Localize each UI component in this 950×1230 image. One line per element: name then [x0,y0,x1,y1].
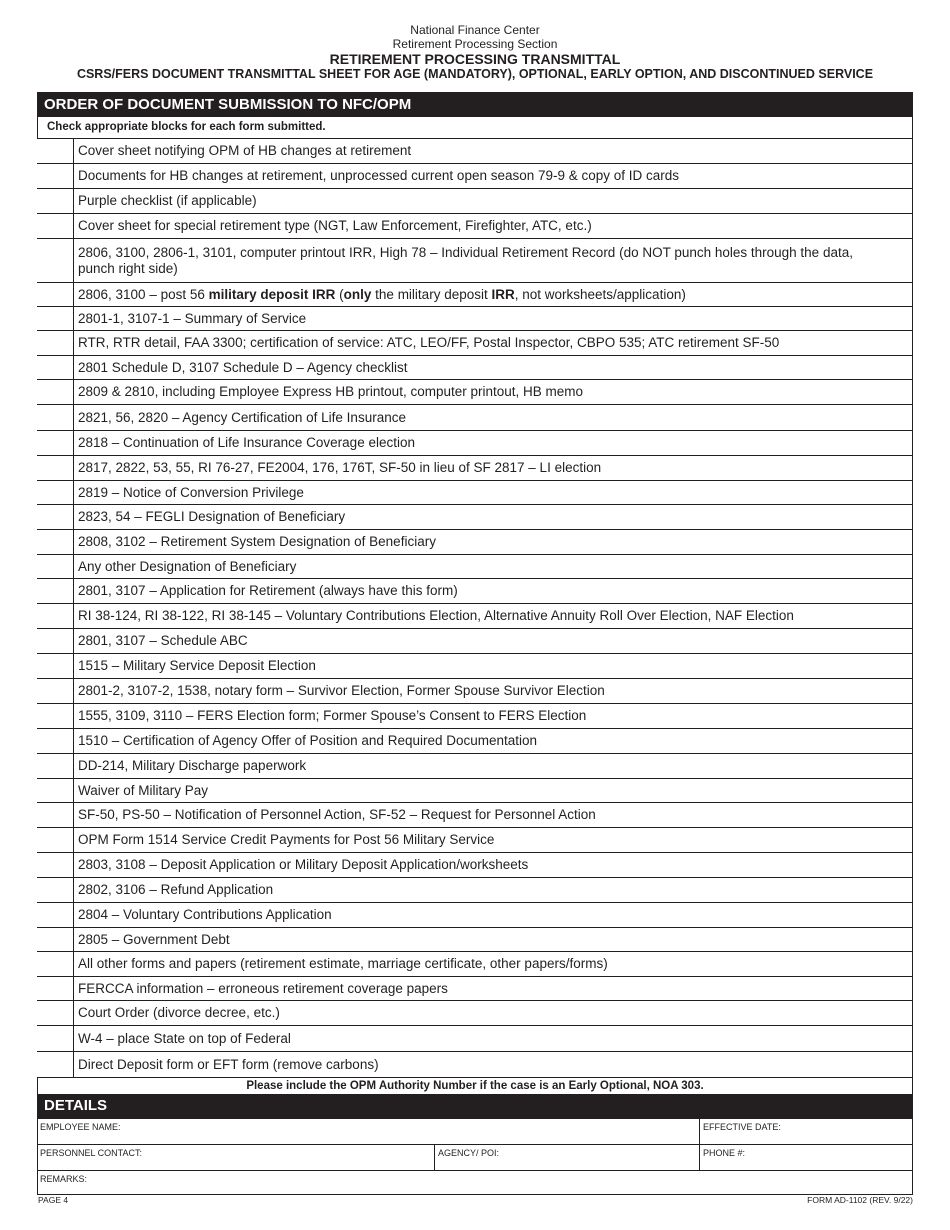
checkbox[interactable] [37,679,74,703]
checklist-row [37,455,913,480]
checklist-row [37,213,913,238]
checkbox[interactable] [37,604,74,628]
employee-name-field[interactable] [37,1119,700,1144]
checklist-row [37,927,913,951]
checklist-row [37,877,913,902]
checklist-item-label: 2808, 3102 – Retirement System Designation of Beneficiary [78,534,436,549]
checklist-row [37,188,913,213]
checklist-item-label: 2823, 54 – FEGLI Designation of Beneficiary [78,509,346,524]
checklist-row [37,355,913,379]
effective-date-field[interactable] [700,1119,913,1144]
phone-label: PHONE #: [703,1148,746,1158]
checklist-row [37,1025,913,1051]
checklist-row [37,529,913,554]
page-title: RETIREMENT PROCESSING TRANSMITTAL [329,51,621,67]
checklist-row [37,138,913,163]
details-heading: DETAILS [37,1094,913,1118]
checklist-row [37,778,913,802]
checklist-row [37,628,913,653]
checkbox[interactable] [37,1052,74,1077]
checklist-row [37,330,913,355]
checklist-row [37,430,913,455]
checklist-item-label: 1555, 3109, 3110 – FERS Election form; Former Spouse’s Consent to FERS Election [78,708,587,723]
agency-poi-label: AGENCY/ POI: [438,1148,500,1158]
checklist-row [37,578,913,603]
checklist-row [37,603,913,628]
phone-field[interactable] [700,1145,913,1170]
military-deposit-text-part: ( [335,286,344,302]
checklist-row [37,728,913,753]
checklist-item-label: 2809 & 2810, including Employee Express HB printout, computer printout, HB memo [78,384,584,399]
checklist-item-label: Documents for HB changes at retirement, unprocessed current open season 79-9 & copy of ID cards [78,168,680,183]
checklist-row [37,1051,913,1077]
checklist-item-label: 2805 – Government Debt [78,931,230,947]
checkbox[interactable] [37,431,74,455]
checklist-row [37,753,913,778]
checkbox[interactable] [37,283,74,306]
checklist-item-label: 2801-1, 3107-1 – Summary of Service [78,310,307,326]
military-deposit-text-part: 2806, 3100 – post 56 [78,286,209,302]
page-number: PAGE 4 [38,1195,69,1205]
military-deposit-text-part: military deposit IRR [208,286,336,302]
personnel-contact-field[interactable] [37,1145,435,1170]
checklist-item-label: Court Order (divorce decree, etc.) [78,1005,280,1020]
checklist-row [37,1000,913,1025]
checklist-row [37,678,913,703]
checkbox[interactable] [37,555,74,578]
form-id: FORM AD-1102 (REV. 9/22) [807,1195,913,1205]
checklist-item-label: Direct Deposit form or EFT form (remove carbons) [78,1056,379,1072]
checkbox[interactable] [37,239,74,282]
checkbox[interactable] [37,977,74,1000]
details-row-3 [37,1170,913,1195]
order-section-heading: ORDER OF DOCUMENT SUBMISSION TO NFC/OPM [37,93,913,117]
checklist-item-label: Cover sheet notifying OPM of HB changes at retirement [78,143,412,158]
checklist-row [37,238,913,282]
personnel-contact-label: PERSONNEL CONTACT: [40,1148,143,1158]
checkbox[interactable] [37,331,74,355]
checklist-row [37,504,913,529]
checkbox[interactable] [37,952,74,976]
checklist-item-label: 2818 – Continuation of Life Insurance Coverage election [78,435,415,450]
checklist-row [37,282,913,306]
checkbox[interactable] [37,530,74,554]
checklist-item-label: 2803, 3108 – Deposit Application or Military Deposit Application/worksheets [78,857,529,872]
checklist-item-label: FERCCA information – erroneous retirement coverage papers [78,980,448,996]
checklist-row [37,703,913,728]
checklist-item-label: Waiver of Military Pay [78,782,209,798]
checkbox[interactable] [37,456,74,480]
checklist-item-label: 2817, 2822, 53, 55, RI 76-27, FE2004, 176, 176T, SF-50 in lieu of SF 2817 – LI election [78,460,602,475]
checkbox[interactable] [37,579,74,603]
effective-date-label: EFFECTIVE DATE: [703,1122,781,1132]
details-row-2 [37,1144,913,1170]
checklist-row [37,379,913,404]
checkbox[interactable] [37,654,74,678]
checkbox[interactable] [37,164,74,188]
checklist-item-label: 2821, 56, 2820 – Agency Certification of Life Insurance [78,409,406,425]
military-deposit-text-part: IRR [491,286,515,302]
checklist-item-label: 2801 Schedule D, 3107 Schedule D – Agency checklist [78,359,408,375]
checklist-item-label: 2804 – Voluntary Contributions Application [78,907,332,922]
checkbox[interactable] [37,505,74,529]
checkbox[interactable] [37,803,74,827]
checklist-item-label: Purple checklist (if applicable) [78,193,257,208]
checkbox[interactable] [37,878,74,902]
checklist-item-label: DD-214, Military Discharge paperwork [78,758,307,773]
remarks-label: REMARKS: [40,1174,88,1184]
instruction-text: Check appropriate blocks for each form submitted. [47,121,326,133]
checklist-row [37,163,913,188]
checkbox[interactable] [37,629,74,653]
checkbox[interactable] [37,928,74,951]
checklist-item-label: All other forms and papers (retirement estimate, marriage certificate, other papers/forms) [78,956,608,971]
checklist-item-label: W-4 – place State on top of Federal [78,1030,291,1046]
checkbox[interactable] [37,853,74,877]
checklist-item-label: 2802, 3106 – Refund Application [78,882,274,897]
military-deposit-text-part: , not worksheets/application) [514,286,686,302]
checklist-item-label: SF-50, PS-50 – Notification of Personnel Action, SF-52 – Request for Personnel Action [78,807,596,822]
remarks-field[interactable] [37,1171,913,1195]
checklist-item-label: 2801, 3107 – Application for Retirement (always have this form) [78,583,458,598]
opm-authority-note: Please include the OPM Authority Number if the case is an Early Optional, NOA 303. [37,1077,913,1094]
checkbox[interactable] [37,828,74,852]
checkbox[interactable] [37,405,74,430]
checkbox[interactable] [37,729,74,753]
military-deposit-text-part: the military deposit [371,286,492,302]
checkbox[interactable] [37,307,74,330]
checkbox[interactable] [37,481,74,504]
checklist-row [37,306,913,330]
checkbox[interactable] [37,704,74,728]
checklist-item-label: 2806, 3100, 2806-1, 3101, computer printout IRR, High 78 – Individual Retirement Record (do NOT punch holes through the data, punch right side) [78,244,853,276]
details-row-1 [37,1118,913,1144]
checklist-row [37,852,913,877]
employee-name-label: EMPLOYEE NAME: [40,1122,121,1132]
checklist-item-label: RTR, RTR detail, FAA 3300; certification of service: ATC, LEO/FF, Postal Inspector, CBPO 535; ATC retirement SF-50 [78,335,780,350]
page-subtitle: CSRS/FERS DOCUMENT TRANSMITTAL SHEET FOR AGE (MANDATORY), OPTIONAL, EARLY OPTION, AND DISCONTINUED SERVICE [76,67,874,81]
checklist-row [37,902,913,927]
org-name: National Finance Center [410,23,540,37]
checklist-item-label: 2819 – Notice of Conversion Privilege [78,484,304,500]
checklist-row [37,951,913,976]
checklist-item-label: OPM Form 1514 Service Credit Payments for Post 56 Military Service [78,832,495,847]
checkbox[interactable] [37,779,74,802]
checkbox[interactable] [37,380,74,404]
checklist-item-label: 2801, 3107 – Schedule ABC [78,633,248,648]
checkbox[interactable] [37,754,74,778]
agency-poi-field[interactable] [435,1145,700,1170]
checklist-item-label [78,287,885,303]
checkbox[interactable] [37,1026,74,1051]
checklist-row [37,480,913,504]
checkbox[interactable] [37,139,74,163]
checklist-row [37,653,913,678]
checklist-row [37,554,913,578]
checklist-row [37,404,913,430]
checkbox[interactable] [37,189,74,213]
checkbox[interactable] [37,356,74,379]
checklist-item-label: 1515 – Military Service Deposit Election [78,658,316,673]
checkbox[interactable] [37,903,74,927]
section-name: Retirement Processing Section [392,37,558,51]
checklist-item-label: 1510 – Certification of Agency Offer of Position and Required Documentation [78,733,538,748]
checkbox[interactable] [37,214,74,238]
checklist-row [37,802,913,827]
checklist-item-label: Any other Designation of Beneficiary [78,558,297,574]
checkbox[interactable] [37,1001,74,1025]
military-deposit-text-part: only [343,286,372,302]
checklist-item-label: RI 38-124, RI 38-122, RI 38-145 – Voluntary Contributions Election, Alternative Annuity Roll Over Election, NAF Election [78,608,794,623]
checklist-item-label: Cover sheet for special retirement type (NGT, Law Enforcement, Firefighter, ATC, etc.) [78,218,592,233]
checklist-row [37,976,913,1000]
checklist-item-label: 2801-2, 3107-2, 1538, notary form – Survivor Election, Former Spouse Survivor Election [78,683,605,698]
checklist-row [37,827,913,852]
